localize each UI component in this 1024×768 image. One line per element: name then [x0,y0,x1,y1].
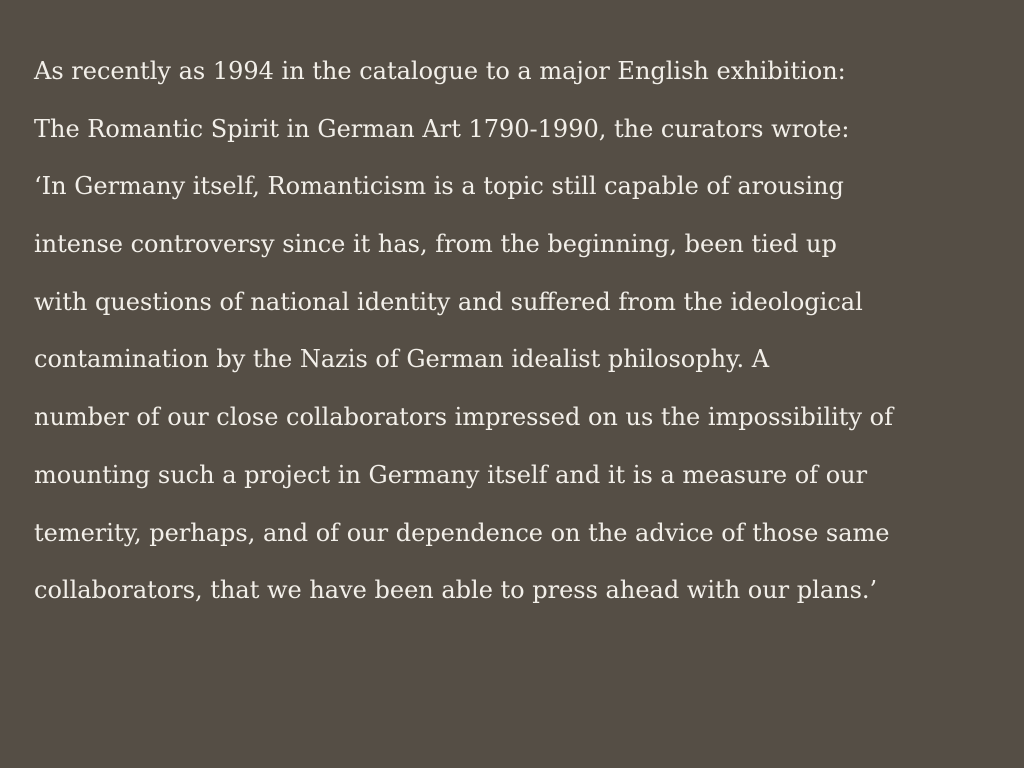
text-line-3: ‘In Germany itself, Romanticism is a topic still capable of arousing [34,172,844,201]
text-line-1: As recently as 1994 in the catalogue to a major English exhibition: [34,57,846,85]
text-line-9: temerity, perhaps, and of our dependence on the advice of those same [34,518,890,547]
text-line-10: collaborators, that we have been able to press ahead with our plans.’ [34,576,878,605]
quotation-text-block [34,43,1014,620]
text-line-5: with questions of national identity and suffered from the ideological [34,287,863,316]
text-line-2: The Romantic Spirit in German Art 1790-1990, the curators wrote: [34,114,850,143]
text-line-4: intense controversy since it has, from the beginning, been tied up [34,230,837,259]
text-line-8: mounting such a project in Germany itself and it is a measure of our [34,460,868,489]
text-line-7: number of our close collaborators impressed on us the impossibility of [34,403,893,432]
text-line-6: contamination by the Nazis of German idealist philosophy. A [34,345,770,374]
